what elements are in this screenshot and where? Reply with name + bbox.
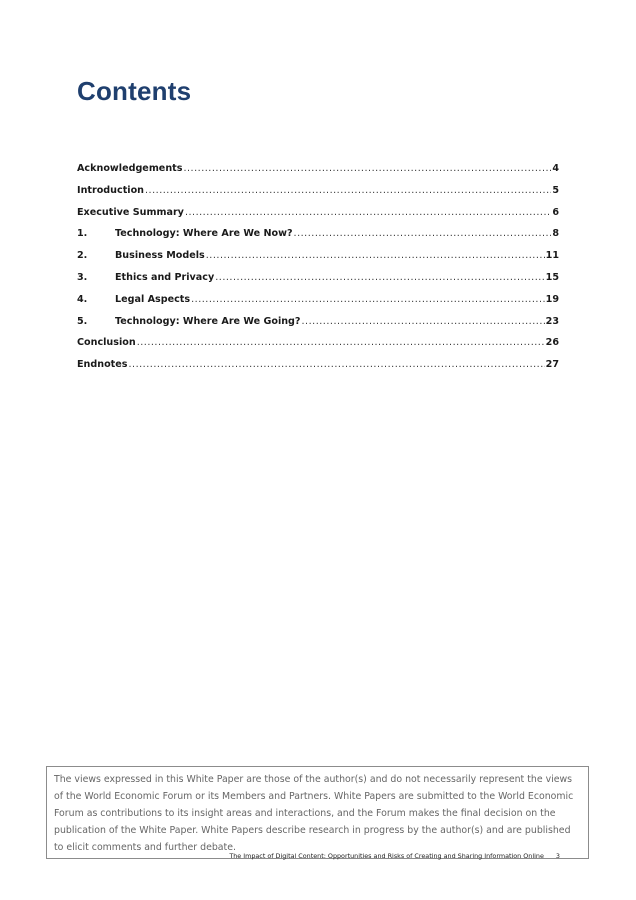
page-number: 3 [555, 852, 560, 860]
toc-entry-page: 27 [545, 359, 559, 371]
toc-leader-dots [206, 250, 545, 261]
toc-entry-page: 19 [545, 293, 559, 305]
toc-entry-page: 5 [552, 184, 559, 196]
toc-entry-label: Conclusion [77, 337, 136, 349]
disclaimer-box: The views expressed in this White Paper are those of the author(s) and do not necessarily represent the views of the World Economic Forum or its Members and Partners. White Papers are submitted to the World Economic Forum as contributions to its insight areas and interactions, and the Forum makes the final decision on the publication of the White Paper. White Papers describe research in progress by the author(s) and are published to elicit comments and further debate. [46, 766, 589, 859]
toc-entry-number: 1. [77, 228, 88, 240]
toc-entry-number: 5. [77, 315, 88, 327]
table-of-contents [77, 163, 559, 381]
toc-entry-label: Endnotes [77, 359, 128, 371]
toc-leader-dots [185, 207, 551, 218]
page-title: Contents [77, 76, 192, 106]
toc-entry-ethics-privacy[interactable] [77, 272, 559, 294]
toc-entry-conclusion[interactable] [77, 337, 559, 359]
toc-entry-technology-going[interactable] [77, 316, 559, 338]
toc-entry-executive-summary[interactable] [77, 207, 559, 229]
toc-entry-page: 26 [545, 337, 559, 349]
toc-leader-dots [294, 228, 552, 239]
toc-leader-dots [302, 316, 545, 327]
toc-entry-business-models[interactable] [77, 250, 559, 272]
toc-entry-label: Acknowledgements [77, 163, 183, 174]
toc-entry-number: 4. [77, 293, 88, 305]
toc-entry-label: Introduction [77, 184, 144, 196]
toc-entry-page: 6 [552, 206, 559, 218]
toc-entry-page: 4 [552, 163, 559, 174]
toc-entry-label: Technology: Where Are We Going? [115, 315, 301, 327]
toc-entry-number: 3. [77, 271, 88, 283]
toc-entry-label: Ethics and Privacy [115, 271, 215, 283]
toc-leader-dots [128, 359, 544, 370]
toc-entry-label: Legal Aspects [115, 293, 191, 305]
toc-leader-dots [137, 337, 545, 348]
toc-entry-acknowledgements[interactable] [77, 163, 559, 185]
toc-leader-dots [145, 185, 551, 196]
toc-entry-legal-aspects[interactable] [77, 294, 559, 316]
toc-entry-technology-now[interactable] [77, 228, 559, 250]
toc-leader-dots [183, 163, 551, 174]
toc-entry-page: 11 [545, 250, 559, 262]
toc-entry-page: 15 [545, 271, 559, 283]
page-footer [0, 852, 560, 860]
toc-entry-number: 2. [77, 250, 88, 262]
toc-entry-introduction[interactable] [77, 185, 559, 207]
footer-title: The Impact of Digital Content: Opportunities and Risks of Creating and Sharing Information Online [229, 852, 544, 860]
toc-entry-page: 8 [552, 228, 559, 240]
toc-entry-endnotes[interactable] [77, 359, 559, 381]
toc-entry-label: Business Models [115, 250, 205, 262]
toc-leader-dots [215, 272, 544, 283]
toc-leader-dots [191, 294, 545, 305]
toc-entry-page: 23 [545, 315, 559, 327]
toc-entry-label: Technology: Where Are We Now? [115, 228, 293, 240]
toc-entry-label: Executive Summary [77, 206, 184, 218]
